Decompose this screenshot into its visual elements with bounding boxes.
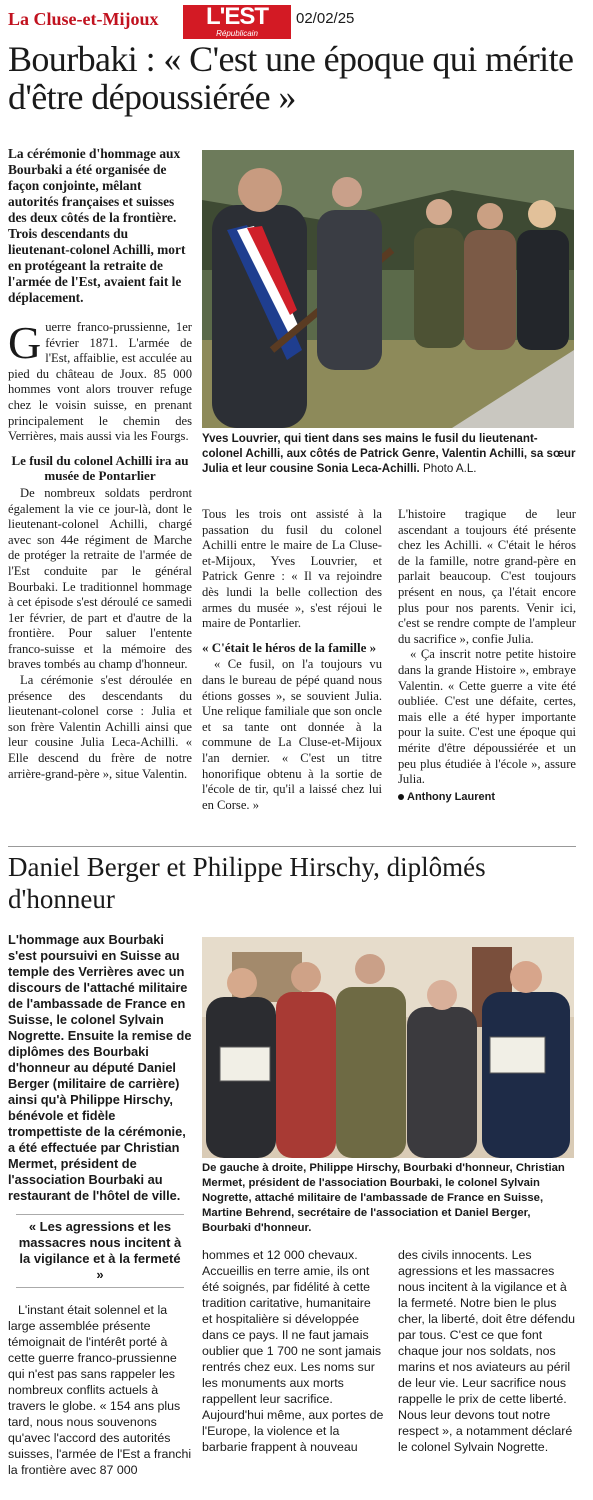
logo-main: L'EST	[205, 3, 269, 30]
article2-middle-column	[202, 1247, 384, 1455]
article2-lead: L'hommage aux Bourbaki s'est poursuivi en Suisse au temple des Verrières avec un discours de l'attaché militaire de l'ambassade de France en Suisse, le colonel Sylvain Nogrette. Ensuite la remise de diplômes des Bourbaki d'honneur au député Daniel Berger (militaire de carrière) ainsi qu'à Philippe Hirschy, bénévole et fidèle trompettiste de la cérémonie, a été effectuée par Christian Mermet, président de l'association Bourbaki au restaurant de l'hôtel de ville.	[8, 932, 192, 1203]
article1-body-left	[8, 317, 192, 782]
article1-subhead2: « C'était le héros de la famille »	[202, 639, 377, 655]
article1-middle-column	[202, 507, 382, 813]
article1-photo-caption: Yves Louvrier, qui tient dans ses mains le fusil du lieutenant-colonel Achilli, aux côtés de Patrick Genre, Valentin Achilli, sa sœur Julia et leur cousine Sonia Leca-Achilli. Photo A.L.	[202, 432, 576, 475]
article2-title: Daniel Berger et Philippe Hirschy, diplômés d'honneur	[8, 852, 486, 914]
logo-sub: Républicain	[216, 29, 258, 38]
photo-credit: Photo A.L.	[423, 462, 477, 475]
article2-col3-p1: des civils innocents. Les agressions et les massacres nous incitent à la vigilance et à la fermeté. Notre bien le plus cher, la liberté, doit être défendu par tous. C'est ce que font chaque jour nos soldats, nos marins et nos aviateurs au péril de leur vie. Leur sacrifice nous rappelle le prix de cette liberté. Nous leur devons tout notre respect », a notamment déclaré le colonel Sylvain Nogrette.	[398, 1248, 576, 1454]
dropcap: G	[8, 317, 42, 368]
article2-body-left	[8, 1302, 192, 1478]
article2-left-column	[8, 932, 192, 1478]
article2-right-column	[398, 1247, 578, 1455]
article1-photo	[202, 150, 574, 428]
section-divider	[8, 846, 576, 847]
newspaper-logo	[183, 5, 291, 39]
article2-pull-quote: « Les agressions et les massacres nous incitent à la vigilance et à la fermeté »	[16, 1214, 184, 1288]
publication-date: 02/02/25	[296, 10, 355, 27]
town-name: La Cluse-et-Mijoux	[8, 9, 159, 29]
page-header	[0, 0, 593, 40]
article1-col2-p1: Tous les trois ont assisté à la passation du fusil du colonel Achilli entre le maire de La Cluse-et-Mijoux, Yves Louvrier, et Patrick Genre : « Il va rejoindre dès lundi la belle collection des armes du musée », s'est réjoui le maire de Pontarlier.	[202, 507, 382, 631]
article1-title: Bourbaki : « C'est une époque qui mérite d'être dépoussiérée »	[8, 39, 574, 117]
article1-p3: La cérémonie s'est déroulée en présence des descendants du lieutenant-colonel corse : Julia et son frère Valentin Achilli ainsi que leur cousine Julia Leca-Achilli. « Elle descend du frère de notre arrière-grand-père », situe Valentin.	[8, 673, 192, 781]
article1-col3-p2: « Ça inscrit notre petite histoire dans la grande Histoire », embraye Valentin. « Cette guerre a vite été oubliée. C'est une défaite, certes, mais elle a été hyper importante pour la suite. C'est une époque qui mérite d'être dépoussiérée et un peu plus étudiée à l'école », assure Julia.	[398, 647, 576, 787]
article1-right-column	[398, 507, 576, 805]
article1-subhead1: Le fusil du colonel Achilli ira au musée de Pontarlier	[11, 452, 189, 484]
article1-p1: Guerre franco-prussienne, 1er février 1871. L'armée de l'Est, affaiblie, est acculée au pied du château de Joux. 85 000 hommes vont alors trouver refuge chez le voisin suisse, en prenant principalement le chemin des Verrières, mais aussi via les Fourgs.	[8, 317, 192, 444]
article2-col2-p1: hommes et 12 000 chevaux. Accueillis en terre amie, ils ont été soignés, par fidélité à cette tradition caritative, humanitaire et hospitalière si développée dans ce pays. Il ne faut jamais oublier que 1 700 ne sont jamais rentrés chez eux. Les noms sur les monuments aux morts rappellent leur sacrifice. Aujourd'hui même, aux portes de l'Europe, la violence et la barbarie frappent à nouveau	[202, 1248, 384, 1454]
article1-col2-p2: « Ce fusil, on l'a toujours vu dans le bureau de pépé quand nous étions gosses », se souvient Julia. Une relique familiale que son oncle et sa tante ont donnée à la commune de La Cluse-et-Mijoux l'an dernier. « C'est un titre honorifique obtenu à la sortie de l'école de tir, qu'il a laissé chez lui en Corse. »	[202, 657, 382, 812]
diploma-photo-graphic	[202, 937, 574, 1158]
article2-photo	[202, 937, 574, 1158]
article1-col3-p1: L'histoire tragique de leur ascendant a toujours été présente chez les Achilli. « C'était le héros de la famille, notre grand-père en parlait beaucoup. C'est toujours présent en nous, ça l'était encore plus pour nos parents. Venir ici, c'est se rendre compte de l'ampleur du sacrifice », confie Julia.	[398, 507, 576, 646]
article1-p2: De nombreux soldats perdront également la vie ce jour-là, dont le lieutenant-colonel Achilli, chargé avec son 44e régiment de Marche de protéger la retraite de l'armée de l'Est conduite par le général Bourbaki. Le traditionnel hommage à cet épisode s'est déroulé ce samedi 1er février, de part et d'autre de la frontière. Pour saluer l'entente franco-suisse et la mémoire des braves tombés au champ d'honneur.	[8, 485, 192, 672]
article1-left-column	[8, 146, 192, 782]
bullet-dot-icon	[398, 794, 404, 800]
article2-photo-caption: De gauche à droite, Philippe Hirschy, Bourbaki d'honneur, Christian Mermet, président de l'association Bourbaki, le colonel Sylvain Nogrette, attaché militaire de l'ambassade de France en Suisse, Martine Behrend, secrétaire de l'association et Daniel Berger, Bourbaki d'honneur.	[202, 1162, 565, 1234]
article1-lead: La cérémonie d'hommage aux Bourbaki a été organisée de façon conjointe, mêlant autorités françaises et suisses des deux côtés de la frontière. Trois descendants du lieutenant-colonel Achilli, mort en protégeant la retraite de l'armée de l'Est, avaient fait le déplacement.	[8, 146, 186, 305]
ceremony-photo-graphic	[202, 150, 574, 428]
article1-signature: Anthony Laurent	[398, 790, 576, 806]
article2-col1-p1: L'instant était solennel et la large assemblée présente témoignait de l'intérêt porté à cette guerre franco-prussienne qui n'est pas sans rappeler les nombreux conflits actuels à travers le globe. « 154 ans plus tard, nous nous souvenons qu'avec l'accord des autorités suisses, l'armée de l'Est a franchi la frontière avec 87 000	[8, 1303, 192, 1477]
